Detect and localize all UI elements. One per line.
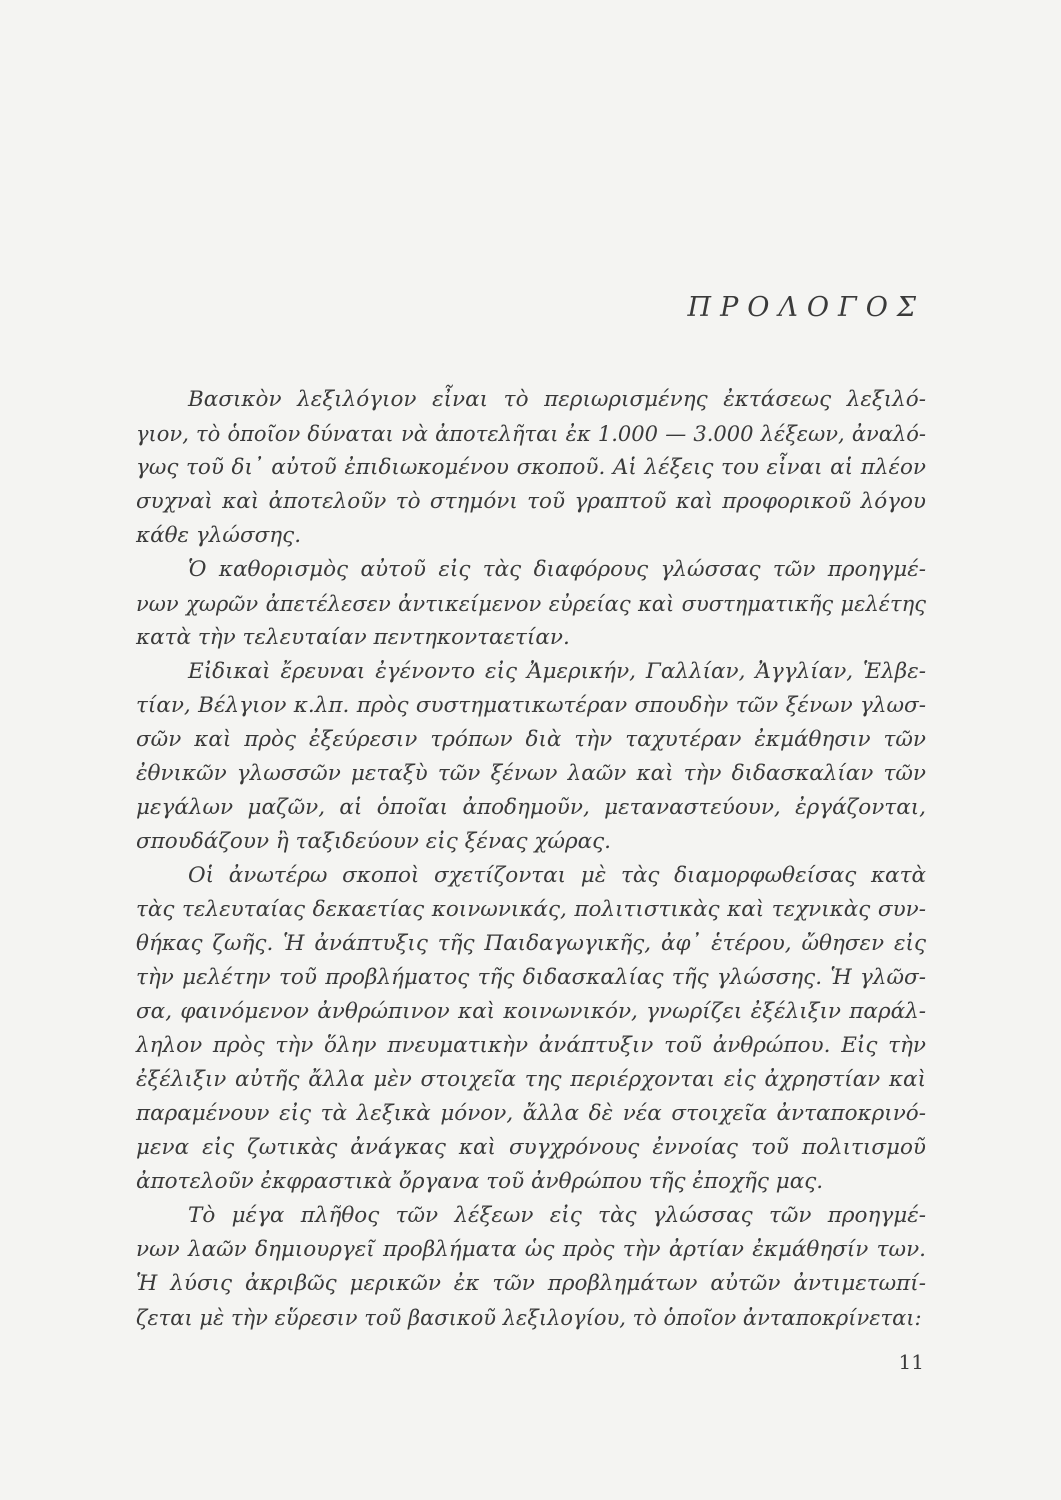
text-line: μενα εἰς ζωτικὰς ἀνάγκας καὶ συγχρόνους ἐννοίας τοῦ πολιτισμοῦ	[136, 1135, 926, 1160]
text-line: νων λαῶν δημιουργεῖ προβλήματα ὡς πρὸς τὴν ἀρτίαν ἐκμάθησίν των.	[136, 1237, 926, 1262]
text-line: Ὁ καθορισμὸς αὐτοῦ εἰς τὰς διαφόρους γλώσσας τῶν προηγμέ-	[188, 557, 926, 582]
text-line: κάθε γλώσσης.	[136, 523, 302, 548]
text-line: τίαν, Βέλγιον κ.λπ. πρὸς συστηματικωτέραν σπουδὴν τῶν ξένων γλωσ-	[136, 693, 926, 718]
text-line: κατὰ τὴν τελευταίαν πεντηκονταετίαν.	[136, 625, 570, 650]
body-text	[136, 383, 926, 1335]
text-line: σα, φαινόμενον ἀνθρώπινον καὶ κοινωνικόν, γνωρίζει ἐξέλιξιν παράλ-	[136, 999, 926, 1024]
page-title: ΠΡΟΛΟΓΟΣ	[687, 292, 925, 323]
text-line: θήκας ζωῆς. Ἡ ἀνάπτυξις τῆς Παιδαγωγικῆς, ἀφ᾽ ἑτέρου, ὤθησεν εἰς	[136, 931, 926, 956]
text-line: ἐξέλιξιν αὐτῆς ἄλλα μὲν στοιχεῖα της περιέρχονται εἰς ἀχρηστίαν καὶ	[136, 1067, 926, 1092]
text-line: τὰς τελευταίας δεκαετίας κοινωνικάς, πολιτιστικὰς καὶ τεχνικὰς συν-	[136, 897, 926, 922]
text-line: σπουδάζουν ἢ ταξιδεύουν εἰς ξένας χώρας.	[136, 829, 612, 854]
text-line: ληλον πρὸς τὴν ὅλην πνευματικὴν ἀνάπτυξιν τοῦ ἀνθρώπου. Εἰς τὴν	[136, 1033, 926, 1058]
text-line: Ἡ λύσις ἀκριβῶς μερικῶν ἐκ τῶν προβλημάτων αὐτῶν ἀντιμετωπί-	[136, 1271, 926, 1296]
text-line: μεγάλων μαζῶν, αἱ ὁποῖαι ἀποδημοῦν, μεταναστεύουν, ἐργάζονται,	[136, 795, 926, 820]
text-line: Τὸ μέγα πλῆθος τῶν λέξεων εἰς τὰς γλώσσας τῶν προηγμέ-	[188, 1203, 926, 1228]
text-line: τὴν μελέτην τοῦ προβλήματος τῆς διδασκαλίας τῆς γλώσσης. Ἡ γλῶσ-	[136, 965, 926, 990]
text-line: γιον, τὸ ὁποῖον δύναται νὰ ἀποτελῆται ἐκ 1.000 — 3.000 λέξεων, ἀναλό-	[136, 422, 926, 446]
text-line: ζεται μὲ τὴν εὕρεσιν τοῦ βασικοῦ λεξιλογίου, τὸ ὁποῖον ἀνταποκρίνεται:	[136, 1306, 922, 1330]
text-line: παραμένουν εἰς τὰ λεξικὰ μόνον, ἄλλα δὲ νέα στοιχεῖα ἀνταποκρινό-	[136, 1101, 926, 1126]
text-line: νων χωρῶν ἀπετέλεσεν ἀντικείμενον εὐρείας καὶ συστηματικῆς μελέτης	[136, 592, 926, 616]
text-line: Οἱ ἀνωτέρω σκοποὶ σχετίζονται μὲ τὰς διαμορφωθείσας κατὰ	[188, 863, 926, 888]
text-line: γως τοῦ δι᾽ αὐτοῦ ἐπιδιωκομένου σκοποῦ. Αἱ λέξεις του εἶναι αἱ πλέον	[136, 455, 926, 480]
page-number: 11	[898, 1350, 924, 1374]
text-line: Βασικὸν λεξιλόγιον εἶναι τὸ περιωρισμένης ἐκτάσεως λεξιλό-	[188, 387, 926, 412]
text-line: ἐθνικῶν γλωσσῶν μεταξὺ τῶν ξένων λαῶν καὶ τὴν διδασκαλίαν τῶν	[136, 761, 926, 786]
text-line: ἀποτελοῦν ἐκφραστικὰ ὄργανα τοῦ ἀνθρώπου τῆς ἐποχῆς μας.	[136, 1169, 824, 1194]
text-line: Εἰδικαὶ ἔρευναι ἐγένοντο εἰς Ἀμερικήν, Γαλλίαν, Ἀγγλίαν, Ἑλβε-	[188, 659, 926, 684]
text-line: συχναὶ καὶ ἀποτελοῦν τὸ στημόνι τοῦ γραπτοῦ καὶ προφορικοῦ λόγου	[136, 489, 926, 514]
text-line: σῶν καὶ πρὸς ἐξεύρεσιν τρόπων διὰ τὴν ταχυτέραν ἐκμάθησιν τῶν	[136, 727, 926, 752]
